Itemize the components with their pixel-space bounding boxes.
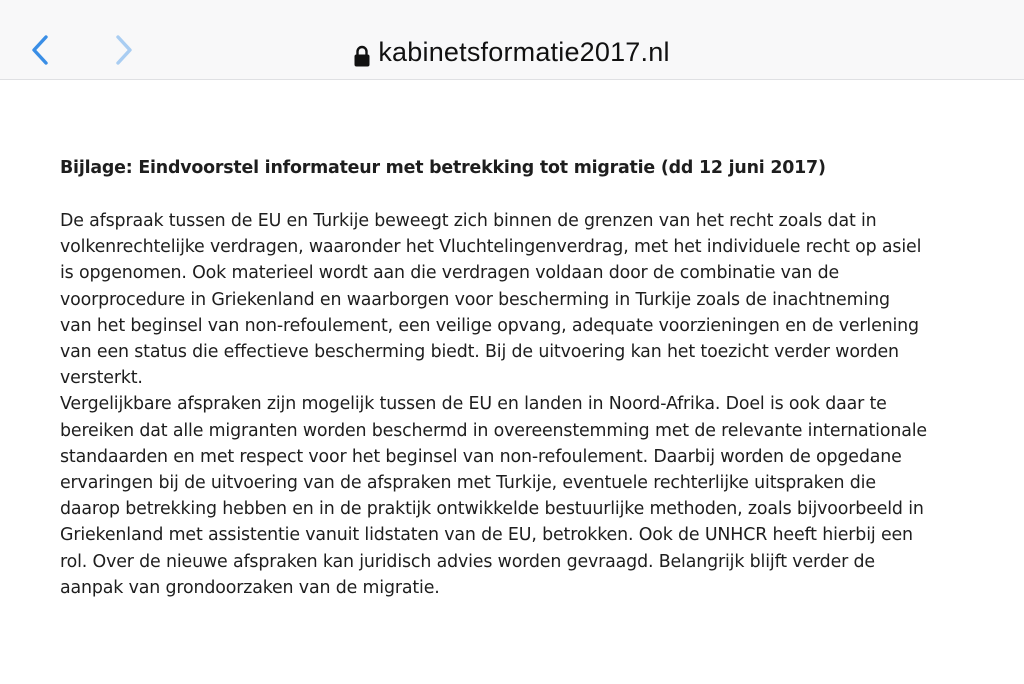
address-bar[interactable] [0, 30, 1024, 72]
browser-toolbar [0, 0, 1024, 80]
text-line: standaarden en met respect voor het beginsel van non-refoulement. Daarbij worden de opgedane [60, 446, 902, 467]
text-line: is opgenomen. Ook materieel wordt aan die verdragen voldaan door de combinatie van de [60, 263, 840, 284]
text-line: De afspraak tussen de EU en Turkije beweegt zich binnen de grenzen van het recht zoals dat in [60, 211, 877, 231]
lock-icon [354, 38, 370, 60]
paragraph-1 [58, 208, 978, 391]
text-line: versterkt. [60, 368, 143, 389]
text-line: volkenrechtelijke verdragen, waaronder het Vluchtelingenverdrag, met het individuele recht op asiel [60, 237, 922, 258]
text-line: Vergelijkbare afspraken zijn mogelijk tussen de EU en landen in Noord-Afrika. Doel is ook daar te [60, 394, 887, 415]
text-line: aanpak van grondoorzaken van de migratie. [60, 577, 440, 598]
text-line: voorprocedure in Griekenland en waarborgen voor bescherming in Turkije zoals de inachtneming [60, 289, 890, 310]
text-line: bereiken dat alle migranten worden beschermd in overeenstemming met de relevante internationale [60, 420, 927, 441]
paragraph-2 [58, 391, 978, 601]
text-line: daarop betrekking hebben en in de praktijk ontwikkelde bestuurlijke methoden, zoals bijvoorbeeld in [60, 499, 924, 520]
document-content [58, 155, 978, 601]
text-line: ervaringen bij de uitvoering van de afspraken met Turkije, eventuele rechterlijke uitspraken die [60, 473, 876, 494]
text-line: van het beginsel van non-refoulement, een veilige opvang, adequate voorzieningen en de verlening [60, 315, 919, 336]
text-line: van een status die effectieve bescherming biedt. Bij de uitvoering kan het toezicht verder worden [60, 342, 899, 363]
document-title: Bijlage: Eindvoorstel informateur met betrekking tot migratie (dd 12 juni 2017) [60, 158, 826, 178]
text-line: Griekenland met assistentie vanuit lidstaten van de EU, betrokken. Ook de UNHCR heeft hierbij een [60, 525, 913, 546]
document-page [0, 81, 1024, 684]
text-line: rol. Over de nieuwe afspraken kan juridisch advies worden gevraagd. Belangrijk blijft verder de [60, 551, 875, 572]
url-text: kabinetsformatie2017.nl [378, 36, 670, 67]
